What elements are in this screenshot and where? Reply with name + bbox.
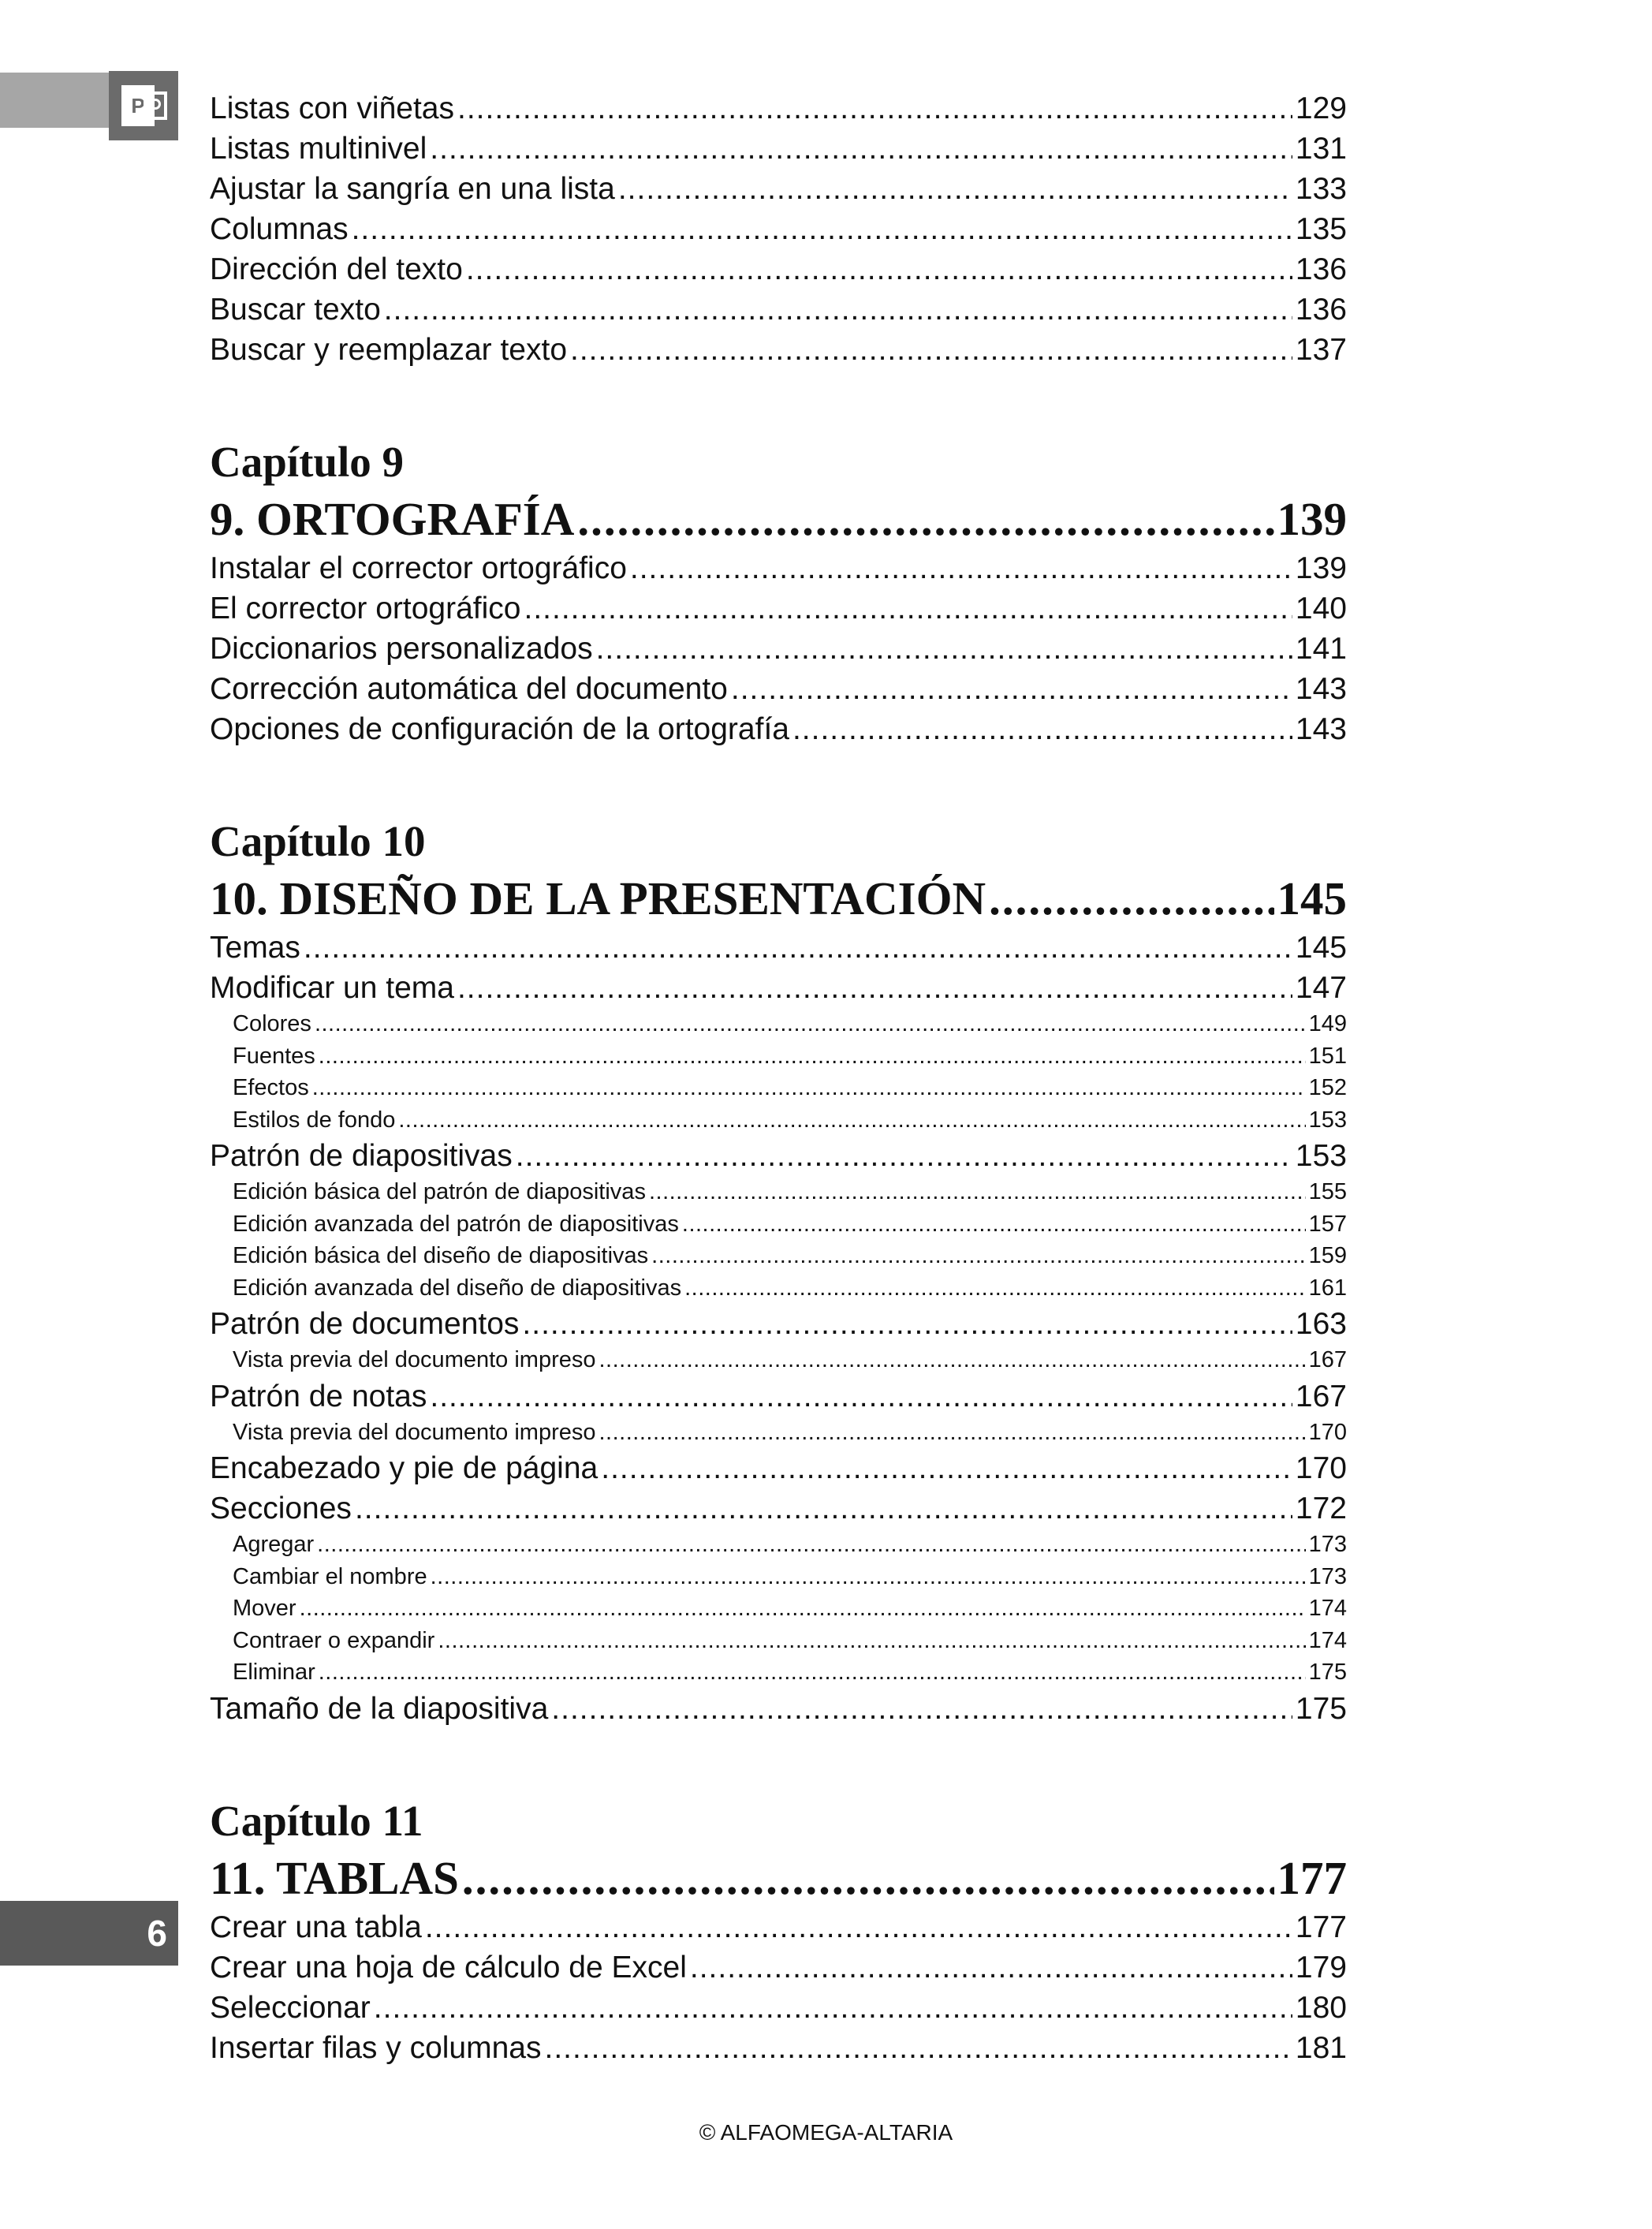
toc-dot-leader — [431, 1561, 1306, 1593]
toc-entry-page: 170 — [1308, 1419, 1347, 1445]
toc-entry-title: Vista previa del documento impreso — [233, 1419, 596, 1445]
toc-subentry[interactable] — [210, 1008, 1347, 1040]
toc-subentry[interactable] — [210, 1272, 1347, 1305]
toc-entry-page: 161 — [1308, 1275, 1347, 1301]
toc-entry-page: 174 — [1308, 1627, 1347, 1653]
toc-entry-title: Edición avanzada del diseño de diapositivas — [233, 1275, 682, 1301]
chapter-title[interactable] — [210, 1849, 1347, 1907]
toc-entry-page: 149 — [1308, 1011, 1347, 1036]
toc-subentry[interactable] — [210, 1176, 1347, 1208]
chapter-section — [210, 435, 1347, 749]
toc-dot-leader — [457, 968, 1292, 1008]
toc-entry[interactable] — [210, 1136, 1347, 1176]
page-number-tab — [0, 1901, 178, 1966]
toc-entry[interactable] — [210, 289, 1347, 330]
toc-entry-page: 174 — [1308, 1596, 1347, 1621]
toc-entry[interactable] — [210, 1907, 1347, 1947]
toc-subentry[interactable] — [210, 1529, 1347, 1561]
toc-entry-page: 173 — [1308, 1563, 1347, 1589]
page-number: 6 — [147, 1913, 167, 1954]
toc-entry-page: 177 — [1295, 1910, 1347, 1944]
toc-dot-leader — [315, 1008, 1306, 1040]
toc-entry-title: Secciones — [210, 1492, 352, 1525]
toc-subentry[interactable] — [210, 1072, 1347, 1104]
toc-dot-leader — [682, 1208, 1306, 1241]
toc-dot-leader — [649, 1176, 1306, 1208]
toc-entry-title: Dirección del texto — [210, 252, 463, 286]
toc-entry[interactable] — [210, 928, 1347, 968]
toc-entry-title: Ajustar la sangría en una lista — [210, 172, 615, 206]
toc-entry-title: Colores — [233, 1011, 311, 1036]
toc-dot-leader — [731, 669, 1292, 709]
toc-entry[interactable] — [210, 1304, 1347, 1344]
toc-entry[interactable] — [210, 1376, 1347, 1417]
toc-dot-leader — [792, 709, 1292, 749]
toc-entry-title: 11. TABLAS — [210, 1851, 459, 1904]
toc-entry-title: Estilos de fondo — [233, 1107, 396, 1133]
toc-entry-page: 181 — [1295, 2030, 1347, 2065]
toc-entry-page: 135 — [1295, 212, 1347, 246]
toc-entry-title: Listas multinivel — [210, 132, 427, 166]
toc-entry-title: Fuentes — [233, 1043, 315, 1069]
chapter-title[interactable] — [210, 490, 1347, 548]
toc-dot-leader — [522, 1304, 1292, 1344]
toc-dot-leader — [601, 1448, 1292, 1488]
toc-dot-leader — [524, 588, 1292, 629]
toc-entry-page: 167 — [1308, 1347, 1347, 1372]
toc-entry[interactable] — [210, 709, 1347, 749]
toc-dot-leader — [374, 1988, 1292, 2028]
toc-entry-title: Cambiar el nombre — [233, 1563, 427, 1589]
toc-entry-title: Buscar y reemplazar texto — [210, 333, 568, 367]
toc-dot-leader — [312, 1072, 1306, 1104]
toc-entry-page: 133 — [1295, 172, 1347, 206]
toc-entry-title: Diccionarios personalizados — [210, 632, 593, 666]
toc-entry-title: Tamaño de la diapositiva — [210, 1691, 549, 1726]
toc-entry-page: 172 — [1295, 1492, 1347, 1525]
toc-dot-leader — [430, 129, 1292, 169]
toc-entry-page: 159 — [1308, 1243, 1347, 1268]
toc-entry[interactable] — [210, 88, 1347, 129]
toc-entry-title: Columnas — [210, 212, 349, 246]
toc-entry-title: Patrón de documentos — [210, 1307, 520, 1341]
footer-copyright: © ALFAOMEGA-ALTARIA — [699, 2120, 953, 2145]
toc-entry[interactable] — [210, 249, 1347, 289]
toc-entry[interactable] — [210, 629, 1347, 669]
toc-entry-title: Vista previa del documento impreso — [233, 1347, 596, 1372]
powerpoint-icon — [109, 71, 178, 140]
toc-entry-page: 129 — [1295, 91, 1347, 125]
toc-entry-title: Edición básica del diseño de diapositivas — [233, 1243, 649, 1268]
toc-entry-title: El corrector ortográfico — [210, 592, 521, 625]
toc-dot-leader — [466, 249, 1292, 289]
toc-entry-title: Crear una hoja de cálculo de Excel — [210, 1950, 687, 1984]
toc-entry-title: Patrón de notas — [210, 1379, 427, 1413]
toc-entry-page: 137 — [1295, 333, 1347, 367]
toc-entry-title: Contraer o expandir — [233, 1627, 435, 1653]
toc-subentry[interactable] — [210, 1040, 1347, 1073]
toc-dot-leader — [630, 548, 1292, 588]
toc-entry[interactable] — [210, 1947, 1347, 1988]
toc-entry[interactable] — [210, 1448, 1347, 1488]
toc-entry-title: 10. DISEÑO DE LA PRESENTACIÓN — [210, 872, 986, 924]
toc-entry-page: 151 — [1308, 1043, 1347, 1069]
toc-entry-title: Modificar un tema — [210, 971, 454, 1005]
toc-dot-leader — [599, 1417, 1306, 1449]
toc-entry-title: Instalar el corrector ortográfico — [210, 551, 627, 585]
toc-entry[interactable] — [210, 669, 1347, 709]
toc-subentry[interactable] — [210, 1625, 1347, 1657]
toc-dot-leader — [989, 869, 1273, 928]
toc-entry-title: Patrón de diapositivas — [210, 1139, 513, 1173]
toc-dot-leader — [384, 289, 1292, 330]
toc-entry[interactable] — [210, 209, 1347, 249]
toc-entry[interactable] — [210, 169, 1347, 209]
toc-entry[interactable] — [210, 129, 1347, 169]
toc-entry-title: Efectos — [233, 1075, 309, 1100]
toc-entry-title: Listas con viñetas — [210, 91, 455, 125]
toc-entry-title: Crear una tabla — [210, 1910, 422, 1944]
toc-entry[interactable] — [210, 1988, 1347, 2028]
toc-entry-title: Temas — [210, 931, 300, 965]
toc-dot-leader — [430, 1376, 1292, 1417]
toc-entry-title: Seleccionar — [210, 1990, 371, 2025]
toc-entry[interactable] — [210, 330, 1347, 370]
chapter-label: Capítulo 11 — [210, 1796, 423, 1845]
toc-entry[interactable] — [210, 1689, 1347, 1729]
toc-subentry[interactable] — [210, 1104, 1347, 1137]
chapter-section — [210, 814, 1347, 1729]
toc-dot-leader — [570, 330, 1292, 370]
toc-entry[interactable] — [210, 548, 1347, 588]
toc-entry-page: 175 — [1295, 1691, 1347, 1726]
toc-subentry[interactable] — [210, 1561, 1347, 1593]
toc-entry-page: 153 — [1295, 1139, 1347, 1173]
chapter-label: Capítulo 9 — [210, 438, 405, 486]
toc-entry-title: Corrección automática del documento — [210, 672, 728, 706]
toc-subentry[interactable] — [210, 1208, 1347, 1241]
toc-entry-page: 177 — [1277, 1851, 1347, 1904]
toc-dot-leader — [551, 1689, 1292, 1729]
toc-dot-leader — [355, 1488, 1292, 1529]
toc-dot-leader — [317, 1529, 1305, 1561]
toc-dot-leader — [599, 1344, 1306, 1376]
toc-entry[interactable] — [210, 1488, 1347, 1529]
toc-entry-page: 143 — [1295, 672, 1347, 706]
toc-intro-group — [210, 88, 1347, 370]
toc-entry-page: 157 — [1308, 1211, 1347, 1237]
toc-entry-title: Mover — [233, 1596, 296, 1621]
toc-entry-page: 143 — [1295, 712, 1347, 746]
toc-dot-leader — [300, 1592, 1306, 1625]
chapter-title[interactable] — [210, 869, 1347, 928]
slide-glyph-icon — [144, 91, 167, 120]
chapter-label: Capítulo 10 — [210, 817, 426, 865]
powerpoint-letter-icon: P — [121, 85, 155, 126]
toc-entry-page: 147 — [1295, 971, 1347, 1005]
toc-dot-leader — [516, 1136, 1292, 1176]
toc-subentry[interactable] — [210, 1417, 1347, 1449]
toc-entry-page: 136 — [1295, 293, 1347, 327]
toc-dot-leader — [651, 1240, 1305, 1272]
toc-entry-title: Edición avanzada del patrón de diapositivas — [233, 1211, 679, 1237]
toc-dot-leader — [577, 490, 1273, 548]
toc-entry-page: 173 — [1308, 1532, 1347, 1557]
toc-entry-title: Encabezado y pie de página — [210, 1451, 599, 1485]
toc-entry-page: 175 — [1308, 1660, 1347, 1685]
toc-dot-leader — [352, 209, 1292, 249]
toc-entry-page: 155 — [1308, 1179, 1347, 1204]
toc-dot-leader — [545, 2028, 1292, 2068]
toc-entry-page: 163 — [1295, 1307, 1347, 1341]
toc-dot-leader — [690, 1947, 1292, 1988]
toc-entry-title: Edición básica del patrón de diapositivas — [233, 1179, 646, 1204]
toc-entry-page: 179 — [1295, 1950, 1347, 1984]
header-band — [0, 73, 114, 128]
toc-entry-title: Agregar — [233, 1532, 315, 1557]
toc-dot-leader — [457, 88, 1292, 129]
toc-subentry[interactable] — [210, 1656, 1347, 1689]
toc-dot-leader — [319, 1656, 1306, 1689]
toc-dot-leader — [438, 1625, 1305, 1657]
toc-dot-leader — [684, 1272, 1305, 1305]
toc-dot-leader — [596, 629, 1292, 669]
toc-entry-page: 141 — [1295, 632, 1347, 666]
toc-dot-leader — [304, 928, 1292, 968]
toc-entry-page: 145 — [1277, 872, 1347, 924]
toc-entry-page: 131 — [1295, 132, 1347, 166]
toc-entry-title: Eliminar — [233, 1660, 315, 1685]
toc-entry[interactable] — [210, 968, 1347, 1008]
toc-entry[interactable] — [210, 588, 1347, 629]
toc-entry-page: 145 — [1295, 931, 1347, 965]
toc-entry-page: 170 — [1295, 1451, 1347, 1485]
toc-subentry[interactable] — [210, 1592, 1347, 1625]
toc-dot-leader — [425, 1907, 1292, 1947]
toc-entry[interactable] — [210, 2028, 1347, 2068]
toc-entry-page: 140 — [1295, 592, 1347, 625]
toc-entry-page: 153 — [1308, 1107, 1347, 1133]
toc-entry-page: 152 — [1308, 1075, 1347, 1100]
toc-dot-leader — [462, 1849, 1274, 1907]
toc-subentry[interactable] — [210, 1344, 1347, 1376]
toc-entry-title: Buscar texto — [210, 293, 381, 327]
toc-entry-page: 139 — [1295, 551, 1347, 585]
chapter-section — [210, 1794, 1347, 2068]
toc-entry-page: 167 — [1295, 1379, 1347, 1413]
toc-dot-leader — [618, 169, 1292, 209]
toc-dot-leader — [319, 1040, 1306, 1073]
table-of-contents — [210, 88, 1347, 2068]
toc-entry-page: 180 — [1295, 1990, 1347, 2025]
toc-entry-page: 136 — [1295, 252, 1347, 286]
toc-entry-title: Opciones de configuración de la ortografía — [210, 712, 789, 746]
toc-entry-title: Insertar filas y columnas — [210, 2030, 542, 2065]
toc-entry-page: 139 — [1277, 493, 1347, 545]
toc-subentry[interactable] — [210, 1240, 1347, 1272]
toc-dot-leader — [398, 1104, 1305, 1137]
toc-entry-title: 9. ORTOGRAFÍA — [210, 493, 575, 545]
